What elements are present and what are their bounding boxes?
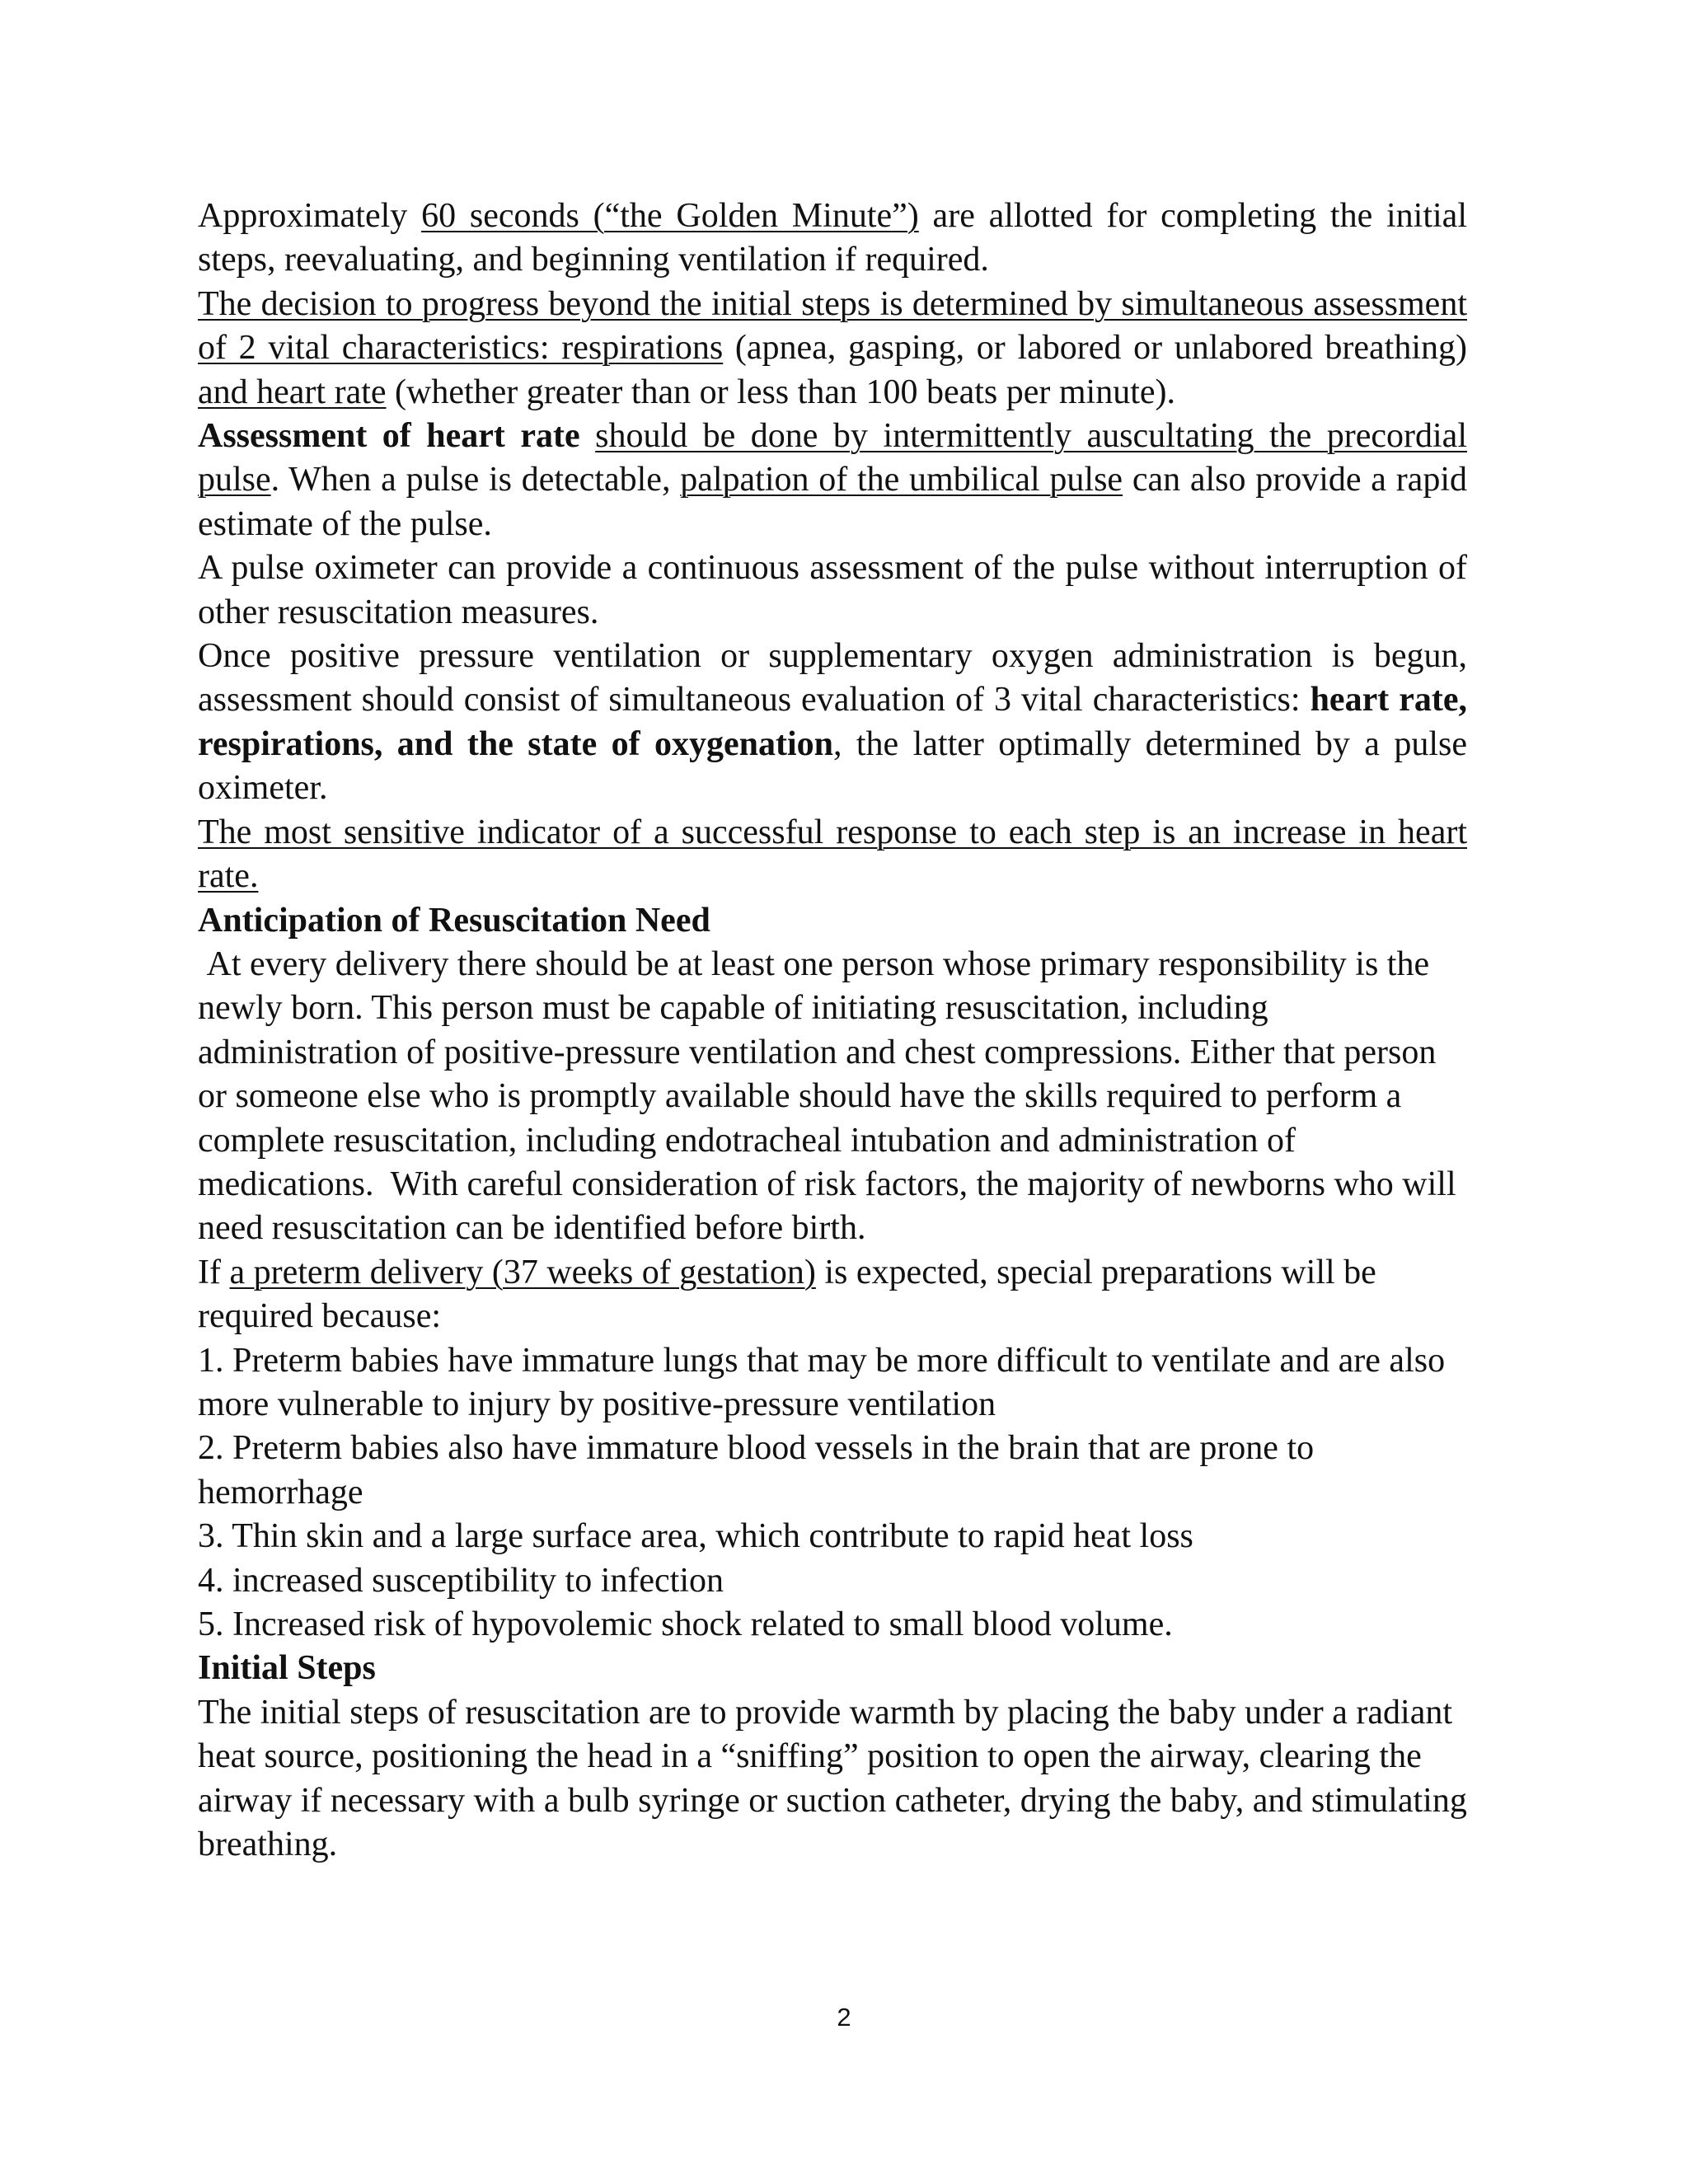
paragraph-assessment: Assessment of heart rate should be done by intermittently auscultating the precordial pulse. When a pulse is detectable, palpation of the umbilical pulse can also provide a rapid estimate of the pulse. bbox=[198, 417, 1467, 543]
underlined-decision: The decision to progress beyond the initial steps is determined by simultaneous assessment of 2 vital characteristics: respirations bbox=[198, 284, 1467, 368]
underlined-sensitive-indicator: The most sensitive indicator of a successful response to each step is an increase in heart rate. bbox=[198, 813, 1467, 896]
bold-vital-characteristics: heart rate, respirations, and the state of oxygenation bbox=[198, 681, 1467, 763]
paragraph-ppv: Once positive pressure ventilation or supplementary oxygen administration is begun, assessment should consist of simultaneous evaluation of 3 vital characteristics: heart rate, respirations, and the state of oxygenation, the latter optimally determined by a pulse oximeter. bbox=[198, 637, 1467, 808]
document-page bbox=[198, 194, 1467, 1867]
heading-anticipation: Anticipation of Resuscitation Need bbox=[198, 901, 710, 940]
list-item: 2. Preterm babies also have immature blood vessels in the brain that are prone to hemorrhage bbox=[198, 1429, 1315, 1511]
underlined-preterm: a preterm delivery (37 weeks of gestation) bbox=[229, 1253, 816, 1291]
bold-assessment: Assessment of heart rate bbox=[198, 417, 580, 456]
paragraph-preterm: If a preterm delivery (37 weeks of gestation) is expected, special preparations will be required because: bbox=[198, 1253, 1376, 1336]
list-item: 1. Preterm babies have immature lungs that may be more difficult to ventilate and are also more vulnerable to injury by positive-pressure ventilation bbox=[198, 1341, 1446, 1423]
list-item: 3. Thin skin and a large surface area, which contribute to rapid heat loss bbox=[198, 1517, 1193, 1556]
list-item: 4. increased susceptibility to infection bbox=[198, 1561, 724, 1600]
underlined-auscultating: should be done by intermittently auscultating the precordial pulse bbox=[198, 417, 1467, 499]
paragraph-golden-minute: Approximately 60 seconds (“the Golden Minute”) are allotted for completing the initial steps, reevaluating, and beginning ventilation if required. bbox=[198, 197, 1467, 279]
paragraph-every-delivery: At every delivery there should be at least one person whose primary responsibility is the newly born. This person must be capable of initiating resuscitation, including administration of positive-pressure ventilation and chest compressions. Either that person or someone else who is promptly available should have the skills required to perform a complete resuscitation, including endotracheal intubation and administration of medications. With careful consideration of risk factors, the majority of newborns who will need resuscitation can be identified before birth. bbox=[198, 944, 1465, 1248]
paragraph-initial-steps: The initial steps of resuscitation are to provide warmth by placing the baby under a radiant heat source, positioning the head in a “sniffing” position to open the airway, clearing the airway if necessary with a bulb syringe or suction catheter, drying the baby, and stimulating breathing. bbox=[198, 1693, 1467, 1864]
list-item: 5. Increased risk of hypovolemic shock related to small blood volume. bbox=[198, 1605, 1173, 1643]
paragraph-decision: The decision to progress beyond the initial steps is determined by simultaneous assessment of 2 vital characteristics: respirations (apnea, gasping, or labored or unlabored breathing) and heart rate (whether greater than or less than 100 beats per minute). bbox=[198, 284, 1467, 411]
paragraph-pulse-oximeter: A pulse oximeter can provide a continuous assessment of the pulse without interruption of other resuscitation measures. bbox=[198, 549, 1467, 631]
paragraph-sensitive-indicator bbox=[198, 811, 1467, 899]
underlined-golden-minute: 60 seconds (“the Golden Minute”) bbox=[421, 197, 919, 235]
underlined-palpation: palpation of the umbilical pulse bbox=[680, 461, 1123, 499]
page-number: 2 bbox=[837, 2003, 851, 2032]
underlined-heart-rate: and heart rate bbox=[198, 373, 387, 411]
heading-initial-steps: Initial Steps bbox=[198, 1649, 376, 1688]
